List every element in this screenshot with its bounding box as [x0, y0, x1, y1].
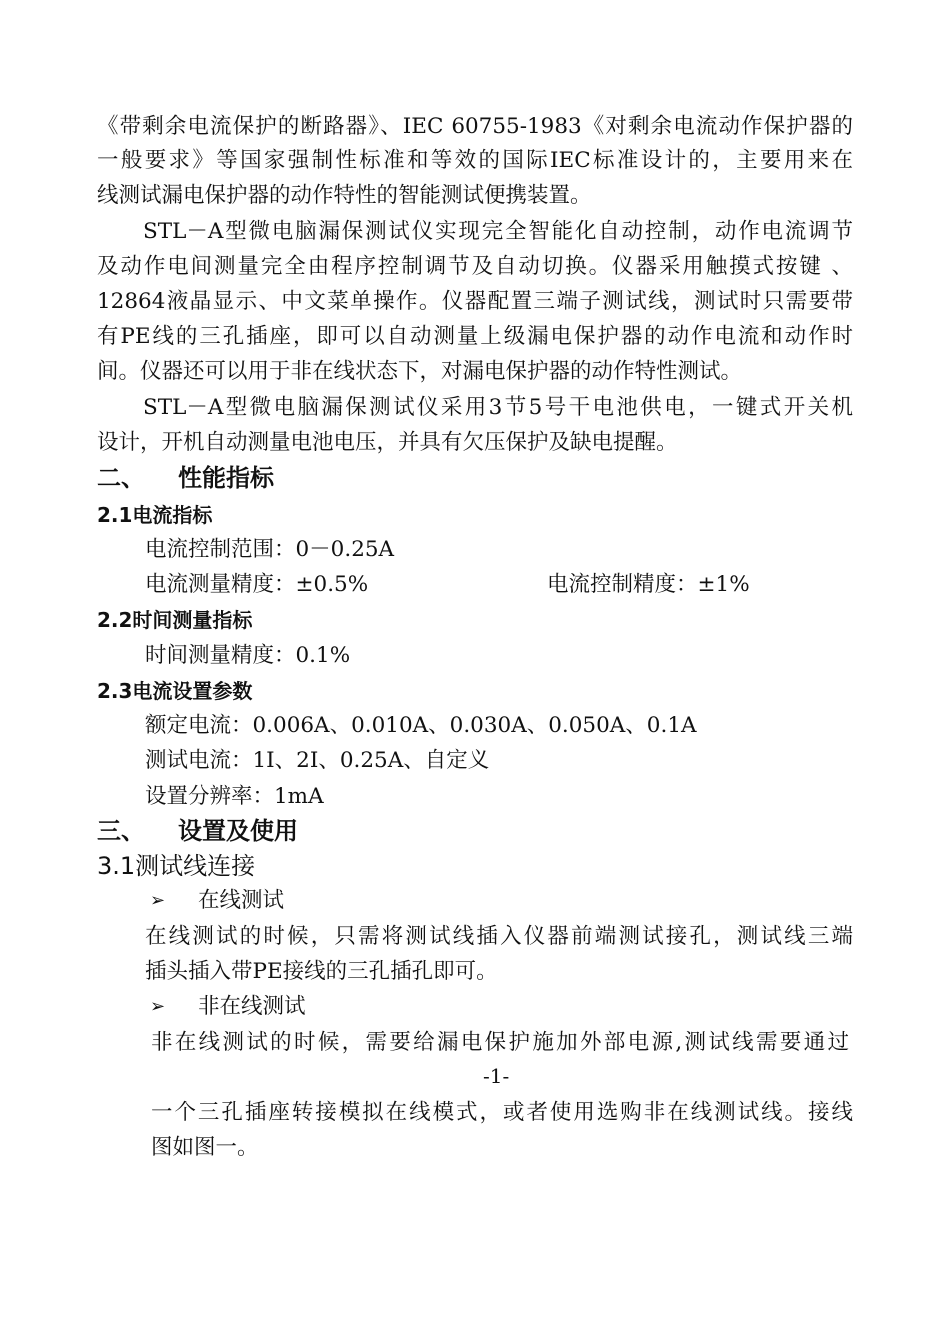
subsection-3-1-heading: 3.1测试线连接 — [97, 852, 256, 880]
rated-current-spec: 额定电流：0.006A、0.010A、0.030A、0.050A、0.1A — [145, 713, 697, 738]
offline-test-title: 非在线测试 — [198, 994, 306, 1019]
current-control-accuracy-spec: 电流控制精度：±1% — [547, 572, 750, 597]
paragraph-2-line-3: 12864液晶显示、中文菜单操作。仪器配置三端子测试线，测试时只需要带 — [97, 289, 853, 314]
online-test-title: 在线测试 — [198, 888, 285, 913]
paragraph-3-line-1: STL－A型微电脑漏保测试仪采用3节5号干电池供电，一键式开关机 — [143, 395, 853, 420]
subsection-2-2-heading: 2.2时间测量指标 — [97, 608, 253, 632]
paragraph-2-line-4: 有PE线的三孔插座，即可以自动测量上级漏电保护器的动作电流和动作时 — [97, 324, 853, 349]
test-current-spec: 测试电流：1I、2I、0.25A、自定义 — [145, 748, 490, 773]
paragraph-1-line-3: 线测试漏电保护器的动作特性的智能测试便携装置。 — [97, 183, 592, 208]
section-3-number: 三、 — [97, 817, 145, 845]
current-range-spec: 电流控制范围：0－0.25A — [145, 537, 395, 562]
bullet-arrow-icon: ➢ — [150, 996, 166, 1017]
paragraph-1-line-2: 一般要求》等国家强制性标准和等效的国际IEC标准设计的，主要用来在 — [97, 148, 853, 173]
paragraph-2-line-5: 间。仪器还可以用于非在线状态下，对漏电保护器的动作特性测试。 — [97, 359, 743, 384]
offline-test-line-3: 图如图一。 — [151, 1135, 259, 1160]
resolution-spec: 设置分辨率：1mA — [145, 784, 324, 809]
online-test-line-2: 插头插入带PE接线的三孔插孔即可。 — [145, 959, 498, 984]
subsection-2-3-heading: 2.3电流设置参数 — [97, 679, 253, 703]
offline-test-line-1: 非在线测试的时候，需要给漏电保护施加外部电源,测试线需要通过 — [151, 1030, 849, 1055]
time-accuracy-spec: 时间测量精度：0.1% — [145, 643, 351, 668]
section-2-number: 二、 — [97, 464, 145, 492]
section-2-title: 性能指标 — [178, 464, 274, 492]
paragraph-1-line-1: 《带剩余电流保护的断路器》、IEC 60755-1983《对剩余电流动作保护器的 — [97, 114, 853, 139]
subsection-2-1-heading: 2.1电流指标 — [97, 503, 213, 527]
paragraph-2-line-2: 及动作电间测量完全由程序控制调节及自动切换。仪器采用触摸式按键 、 — [97, 254, 853, 279]
offline-test-line-2: 一个三孔插座转接模拟在线模式，或者使用选购非在线测试线。接线 — [151, 1100, 853, 1125]
page-number: -1- — [483, 1064, 510, 1088]
paragraph-3-line-2: 设计，开机自动测量电池电压，并具有欠压保护及缺电提醒。 — [97, 430, 678, 455]
section-3-title: 设置及使用 — [178, 817, 298, 845]
paragraph-2-line-1: STL－A型微电脑漏保测试仪实现完全智能化自动控制，动作电流调节 — [143, 219, 853, 244]
bullet-arrow-icon: ➢ — [150, 890, 166, 911]
current-measure-accuracy-spec: 电流测量精度：±0.5% — [145, 572, 369, 597]
online-test-line-1: 在线测试的时候，只需将测试线插入仪器前端测试接孔，测试线三端 — [145, 924, 853, 949]
